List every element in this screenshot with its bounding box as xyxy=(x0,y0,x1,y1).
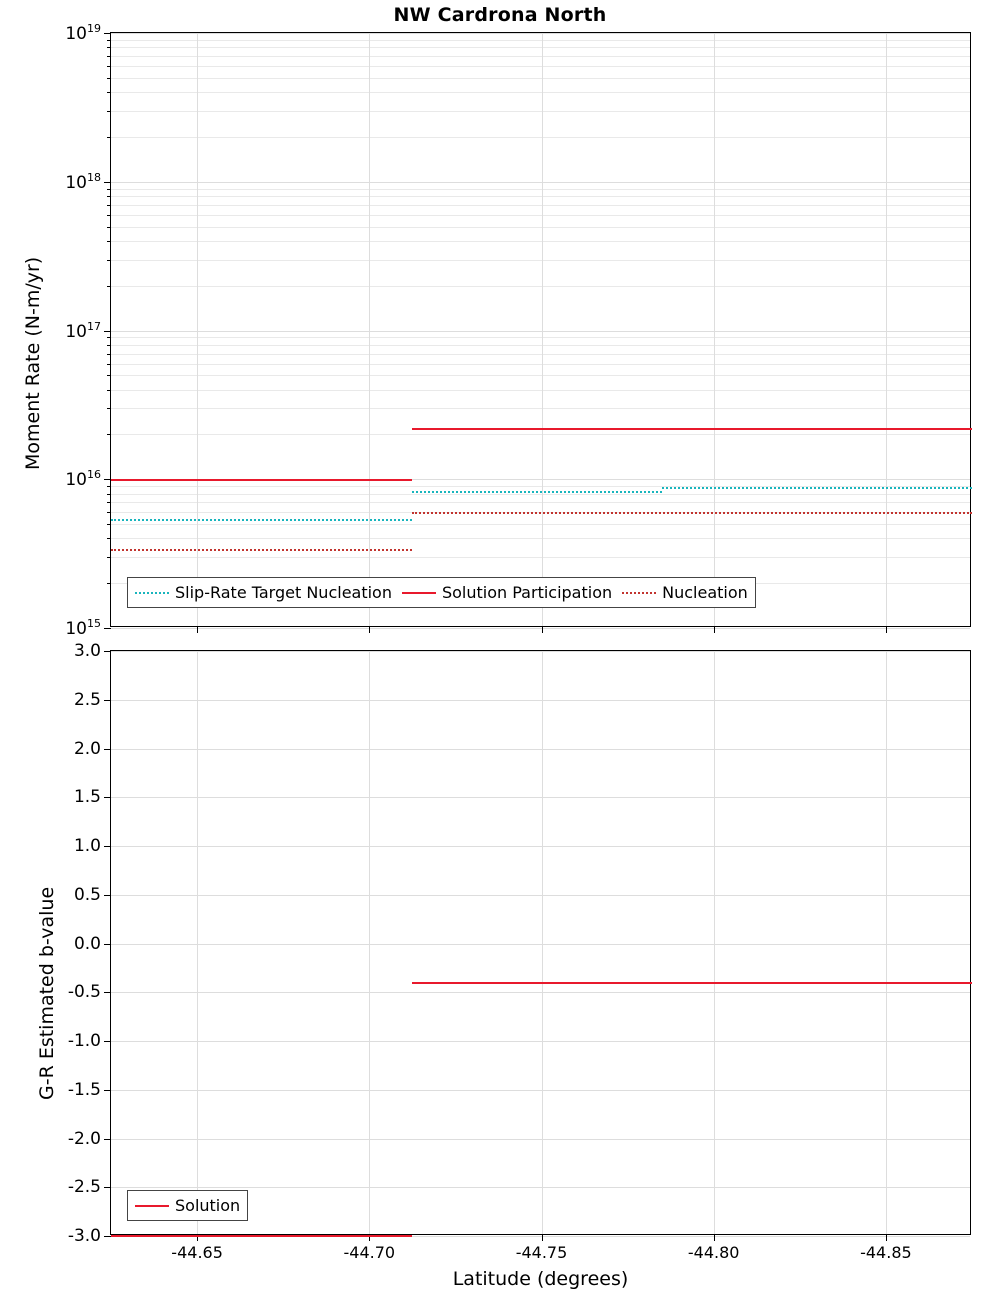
y-tick-label: 3.0 xyxy=(73,641,101,661)
moment-rate-legend-entry xyxy=(402,583,612,602)
y-tick-minor xyxy=(107,502,111,503)
y-tick-major xyxy=(104,1236,111,1237)
x-tick xyxy=(714,1234,715,1241)
gridline-vertical xyxy=(714,651,715,1234)
gridline-minor xyxy=(111,494,970,495)
y-tick-minor xyxy=(107,434,111,435)
gridline-vertical xyxy=(197,33,198,626)
gridline-minor xyxy=(111,390,970,391)
gridline-vertical xyxy=(542,33,543,626)
y-tick-major xyxy=(104,992,111,993)
y-tick-minor xyxy=(107,364,111,365)
y-tick-label: -0.5 xyxy=(67,982,101,1003)
gridline-minor xyxy=(111,56,970,57)
y-tick-major xyxy=(104,944,111,945)
legend-label: Slip-Rate Target Nucleation xyxy=(175,583,392,602)
x-tick xyxy=(542,626,543,633)
gridline-minor xyxy=(111,434,970,435)
gridline-minor xyxy=(111,78,970,79)
x-tick-label: -44.85 xyxy=(860,1243,912,1262)
gridline-minor xyxy=(111,215,970,216)
gridline-minor xyxy=(111,524,970,525)
series-segment xyxy=(412,512,972,514)
legend-swatch-icon xyxy=(622,592,656,594)
y-tick-major xyxy=(104,331,111,332)
gridline-minor xyxy=(111,66,970,67)
legend-label: Solution xyxy=(175,1196,241,1215)
bottom-y-axis-title: G-R Estimated b-value xyxy=(36,886,58,1100)
y-tick-major xyxy=(104,1090,111,1091)
legend-label: Nucleation xyxy=(662,583,748,602)
gridline-minor xyxy=(111,47,970,48)
y-tick-major xyxy=(104,628,111,629)
gridline-minor xyxy=(111,189,970,190)
y-tick-minor xyxy=(107,337,111,338)
y-tick-label: $10^{18}$ xyxy=(65,170,101,193)
gridline-major xyxy=(111,1090,970,1091)
gridline-major xyxy=(111,1041,970,1042)
x-tick xyxy=(197,626,198,633)
y-tick-minor xyxy=(107,486,111,487)
gridline-major xyxy=(111,1187,970,1188)
gridline-minor xyxy=(111,260,970,261)
legend-swatch-icon xyxy=(135,1205,169,1207)
y-tick-minor xyxy=(107,137,111,138)
gridline-major xyxy=(111,944,970,945)
gridline-major xyxy=(111,797,970,798)
y-tick-label: -1.5 xyxy=(67,1079,101,1100)
y-tick-minor xyxy=(107,538,111,539)
gridline-vertical xyxy=(886,33,887,626)
series-segment xyxy=(111,1235,412,1237)
top-y-axis-title: Moment Rate (N-m/yr) xyxy=(22,256,44,470)
gridline-minor xyxy=(111,40,970,41)
y-tick-minor xyxy=(107,47,111,48)
x-tick-label: -44.70 xyxy=(343,1243,396,1262)
x-tick-label: -44.80 xyxy=(687,1243,740,1262)
y-tick-major xyxy=(104,651,111,652)
y-tick-minor xyxy=(107,205,111,206)
gridline-major xyxy=(111,651,970,652)
y-tick-minor xyxy=(107,111,111,112)
y-tick-label: 0.5 xyxy=(73,884,101,905)
gridline-major xyxy=(111,749,970,750)
y-tick-major xyxy=(104,1187,111,1188)
gridline-minor xyxy=(111,227,970,228)
y-tick-minor xyxy=(107,286,111,287)
y-tick-label: -2.0 xyxy=(67,1128,101,1149)
y-tick-label: $10^{16}$ xyxy=(65,468,101,491)
gridline-minor xyxy=(111,345,970,346)
chart-title: NW Cardrona North xyxy=(393,4,607,26)
y-tick-major xyxy=(104,749,111,750)
y-tick-major xyxy=(104,846,111,847)
gridline-minor xyxy=(111,538,970,539)
y-tick-minor xyxy=(107,215,111,216)
y-tick-label: $10^{19}$ xyxy=(65,22,101,44)
y-tick-minor xyxy=(107,512,111,513)
x-tick xyxy=(886,626,887,633)
x-tick xyxy=(542,1234,543,1241)
gridline-major xyxy=(111,992,970,993)
y-tick-minor xyxy=(107,56,111,57)
y-tick-major xyxy=(104,1139,111,1140)
gridline-minor xyxy=(111,241,970,242)
gridline-minor xyxy=(111,354,970,355)
y-tick-minor xyxy=(107,40,111,41)
gridline-minor xyxy=(111,205,970,206)
gridline-minor xyxy=(111,111,970,112)
y-tick-major xyxy=(104,479,111,480)
gridline-vertical xyxy=(369,651,370,1234)
x-tick xyxy=(886,1234,887,1241)
series-segment xyxy=(412,491,662,493)
gridline-minor xyxy=(111,337,970,338)
gridline-minor xyxy=(111,196,970,197)
gridline-minor xyxy=(111,408,970,409)
legend-label: Solution Participation xyxy=(441,583,613,602)
gridline-minor xyxy=(111,375,970,376)
b-value-plot-area xyxy=(67,641,970,1262)
series-segment xyxy=(412,982,972,984)
y-tick-major xyxy=(104,797,111,798)
y-tick-minor xyxy=(107,494,111,495)
y-tick-major xyxy=(104,1041,111,1042)
gridline-major xyxy=(111,33,970,34)
y-tick-major xyxy=(104,182,111,183)
gridline-major xyxy=(111,331,970,332)
y-tick-minor xyxy=(107,196,111,197)
gridline-major xyxy=(111,628,970,629)
gridline-vertical xyxy=(369,33,370,626)
gridline-minor xyxy=(111,92,970,93)
y-tick-major xyxy=(104,895,111,896)
moment-rate-panel xyxy=(65,22,971,639)
y-tick-label: 2.5 xyxy=(73,689,101,710)
y-tick-label: 0.0 xyxy=(73,933,101,954)
y-tick-major xyxy=(104,700,111,701)
gridline-minor xyxy=(111,137,970,138)
x-tick xyxy=(714,626,715,633)
gridline-minor xyxy=(111,364,970,365)
b-value-legend-entry xyxy=(135,1196,240,1215)
gridline-minor xyxy=(111,286,970,287)
gridline-major xyxy=(111,846,970,847)
moment-rate-legend-entry xyxy=(135,583,392,602)
y-tick-minor xyxy=(107,227,111,228)
y-tick-minor xyxy=(107,92,111,93)
y-tick-minor xyxy=(107,260,111,261)
y-tick-minor xyxy=(107,408,111,409)
series-segment xyxy=(111,549,412,551)
gridline-minor xyxy=(111,502,970,503)
y-tick-minor xyxy=(107,354,111,355)
gridline-vertical xyxy=(542,651,543,1234)
y-tick-label: 2.0 xyxy=(73,738,101,759)
x-tick xyxy=(369,626,370,633)
gridline-major xyxy=(111,700,970,701)
series-segment xyxy=(412,428,972,430)
y-tick-label: 1.5 xyxy=(73,787,101,808)
series-segment xyxy=(111,479,412,481)
gridline-vertical xyxy=(197,651,198,1234)
moment-rate-plot-area xyxy=(65,22,970,639)
y-tick-minor xyxy=(107,345,111,346)
y-tick-major xyxy=(104,33,111,34)
y-tick-label: $10^{15}$ xyxy=(65,617,101,639)
y-tick-label: -1.0 xyxy=(67,1031,101,1051)
series-segment xyxy=(111,519,412,521)
series-segment xyxy=(662,487,972,489)
y-tick-minor xyxy=(107,557,111,558)
gridline-major xyxy=(111,895,970,896)
gridline-major xyxy=(111,182,970,183)
y-tick-minor xyxy=(107,390,111,391)
y-tick-minor xyxy=(107,524,111,525)
x-axis-title: Latitude (degrees) xyxy=(452,1268,629,1290)
moment-rate-legend xyxy=(127,577,756,608)
x-tick-label: -44.65 xyxy=(171,1243,223,1262)
moment-rate-legend-entry xyxy=(622,583,748,602)
y-tick-minor xyxy=(107,241,111,242)
gridline-vertical xyxy=(886,651,887,1234)
y-tick-minor xyxy=(107,189,111,190)
y-tick-minor xyxy=(107,375,111,376)
legend-swatch-icon xyxy=(135,592,169,594)
gridline-vertical xyxy=(714,33,715,626)
x-tick-label: -44.75 xyxy=(515,1243,568,1262)
y-tick-label: -2.5 xyxy=(67,1177,101,1198)
legend-swatch-icon xyxy=(402,592,436,594)
b-value-panel xyxy=(67,641,971,1262)
y-tick-label: 1.0 xyxy=(73,836,101,856)
y-tick-label: -3.0 xyxy=(67,1226,101,1246)
y-tick-minor xyxy=(107,78,111,79)
y-tick-minor xyxy=(107,66,111,67)
gridline-minor xyxy=(111,557,970,558)
y-tick-minor xyxy=(107,583,111,584)
gridline-major xyxy=(111,1139,970,1140)
y-tick-label: $10^{17}$ xyxy=(65,319,101,342)
b-value-legend xyxy=(127,1190,248,1221)
